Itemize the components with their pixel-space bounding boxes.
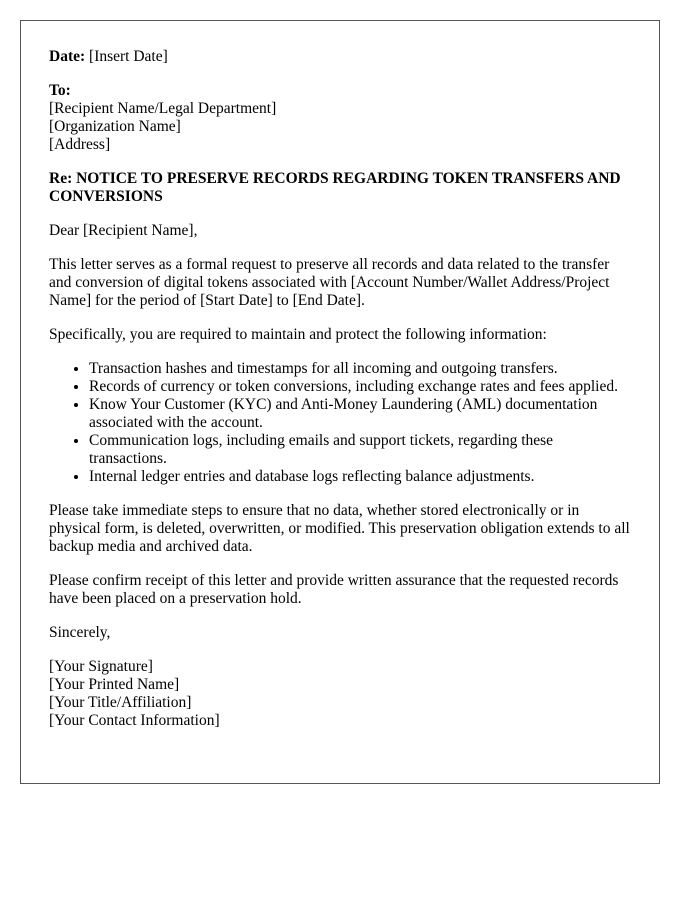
immediate-steps-paragraph: Please take immediate steps to ensure that no data, whether stored electronically or in physical form, is deleted, overwritten, or modified. This preservation obligation extends to all backup media and archived data.	[49, 502, 630, 555]
recipient-block	[49, 82, 631, 154]
records-list	[49, 360, 631, 486]
list-item: • Transaction hashes and timestamps for all incoming and outgoing transfers.	[89, 360, 631, 378]
recipient-address: [Address]	[49, 136, 111, 153]
subject-line: Re: NOTICE TO PRESERVE RECORDS REGARDING TOKEN TRANSFERS AND CONVERSIONS	[49, 170, 621, 205]
signature-line: [Your Signature]	[49, 658, 153, 675]
intro-paragraph: This letter serves as a formal request to preserve all records and data related to the transfer and conversion of digital tokens associated with [Account Number/Wallet Address/Project Name] for the period of [Start Date] to [End Date].	[49, 256, 610, 309]
letter-document	[20, 20, 660, 784]
date-line	[49, 48, 631, 66]
specifically-paragraph: Specifically, you are required to maintain and protect the following information:	[49, 326, 547, 343]
list-item: • Know Your Customer (KYC) and Anti-Money Laundering (AML) documentation associated with the account.	[89, 396, 631, 432]
contact-information-line: [Your Contact Information]	[49, 712, 220, 729]
to-label: To:	[49, 82, 71, 99]
recipient-name: [Recipient Name/Legal Department]	[49, 100, 277, 117]
date-value: [Insert Date]	[89, 48, 168, 65]
list-item: • Records of currency or token conversions, including exchange rates and fees applied.	[89, 378, 631, 396]
signature-block	[49, 658, 631, 730]
closing: Sincerely,	[49, 624, 111, 641]
recipient-organization: [Organization Name]	[49, 118, 181, 135]
date-label: Date:	[49, 48, 86, 65]
title-affiliation-line: [Your Title/Affiliation]	[49, 694, 192, 711]
printed-name-line: [Your Printed Name]	[49, 676, 180, 693]
confirm-paragraph: Please confirm receipt of this letter and provide written assurance that the requested records have been placed on a preservation hold.	[49, 572, 619, 607]
salutation: Dear [Recipient Name],	[49, 222, 198, 239]
list-item: • Communication logs, including emails and support tickets, regarding these transactions.	[89, 432, 631, 468]
list-item: • Internal ledger entries and database logs reflecting balance adjustments.	[89, 468, 631, 486]
